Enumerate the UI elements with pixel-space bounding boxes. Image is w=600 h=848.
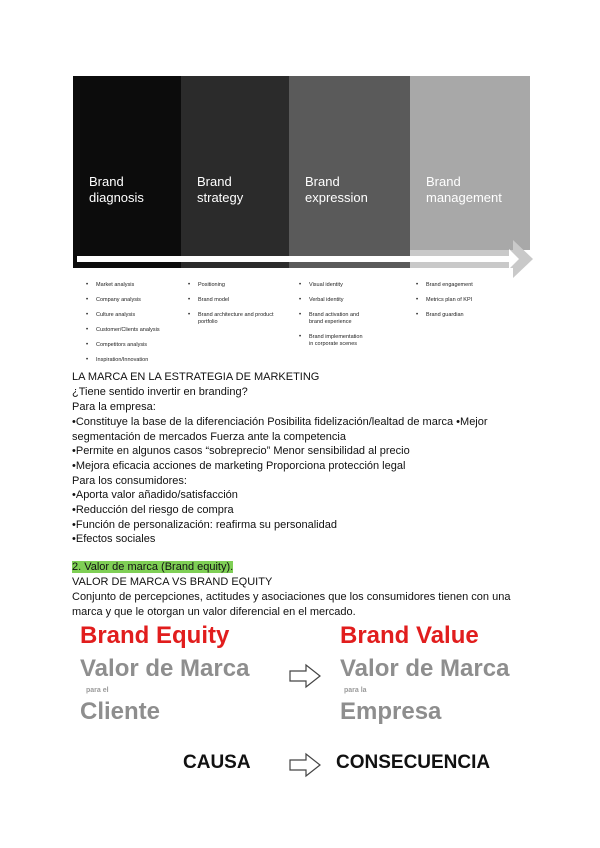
list-item: • Brand engagement (416, 282, 521, 289)
arrow-right-icon (288, 663, 322, 689)
stage-title: Brand expression (305, 174, 368, 205)
para-el-label: para el (86, 687, 109, 694)
list-item: • Company analysis (86, 297, 181, 304)
list-item: • Brand model (188, 297, 288, 304)
list-item: • Customer/Clients analysis (86, 327, 181, 334)
list-item: • Inspiration/Innovation (86, 357, 181, 364)
section-heading (72, 560, 233, 575)
brand-value-title: Brand Value (340, 622, 479, 649)
list-item: • Visual identity (299, 282, 404, 289)
empresa-point-3: •Mejora eficacia acciones de marketing Proporciona protección legal (72, 460, 406, 472)
stage-panel-strategy (181, 76, 289, 250)
stage-title: Brand management (426, 174, 502, 205)
valor-marca-right: Valor de Marca (340, 655, 510, 682)
stage-panel-management (410, 76, 530, 250)
section-heading-text: 2. Valor de marca (Brand equity). (72, 561, 234, 573)
cons-point-2: •Reducción del riesgo de compra (72, 504, 234, 516)
cons-point-3: •Función de personalización: reafirma su personalidad (72, 519, 337, 531)
empresa-point-2: •Permite en algunos casos “sobreprecio” Menor sensibilidad al precio (72, 445, 410, 457)
question: ¿Tiene sentido invertir en branding? (72, 386, 248, 398)
brand-equity-title: Brand Equity (80, 622, 230, 649)
heading-marketing: LA MARCA EN LA ESTRATEGIA DE MARKETING (72, 371, 320, 383)
list-item: • Brand implementation in corporate scenes (299, 334, 404, 348)
causa-label: CAUSA (183, 752, 251, 773)
empresa-label: Empresa (340, 698, 442, 725)
stage-items-diagnosis (86, 282, 181, 372)
list-item: • Culture analysis (86, 312, 181, 319)
list-item: • Verbal identity (299, 297, 404, 304)
list-item: • Brand activation and brand experience (299, 312, 404, 326)
list-item: • Metrics plan of KPI (416, 297, 521, 304)
stage-panel-expression (289, 76, 410, 250)
list-item: • Brand guardian (416, 312, 521, 319)
list-item: • Competitors analysis (86, 342, 181, 349)
para-consumidores: Para los consumidores: (72, 475, 187, 487)
list-item: • Market analysis (86, 282, 181, 289)
empresa-point-1: •Constituye la base de la diferenciación Posibilita fidelización/lealtad de marca •Mejor segmentación de mercados Fuerza ante la competencia (72, 416, 488, 443)
consecuencia-label: CONSECUENCIA (336, 752, 491, 773)
para-empresa: Para la empresa: (72, 401, 156, 413)
cons-point-4: •Efectos sociales (72, 533, 156, 545)
arrow-right-icon (288, 752, 322, 778)
stage-items-management (416, 282, 521, 327)
stage-panel-diagnosis (73, 76, 181, 250)
stage-title: Brand strategy (197, 174, 244, 205)
stage-title: Brand diagnosis (89, 174, 144, 205)
valor-marca-left: Valor de Marca (80, 655, 250, 682)
stage-items-expression (299, 282, 404, 356)
list-item: • Positioning (188, 282, 288, 289)
list-item: • Brand architecture and product portfolio (188, 312, 288, 326)
cons-point-1: •Aporta valor añadido/satisfacción (72, 489, 238, 501)
stage-items-strategy (188, 282, 288, 334)
heading-vs: VALOR DE MARCA VS BRAND EQUITY (72, 576, 273, 588)
definition: Conjunto de percepciones, actitudes y asociaciones que los consumidores tienen con una marca y que le otorgan un valor diferencial en el mercado. (72, 591, 511, 618)
para-la-label: para la (344, 687, 367, 694)
cliente-label: Cliente (80, 698, 161, 725)
